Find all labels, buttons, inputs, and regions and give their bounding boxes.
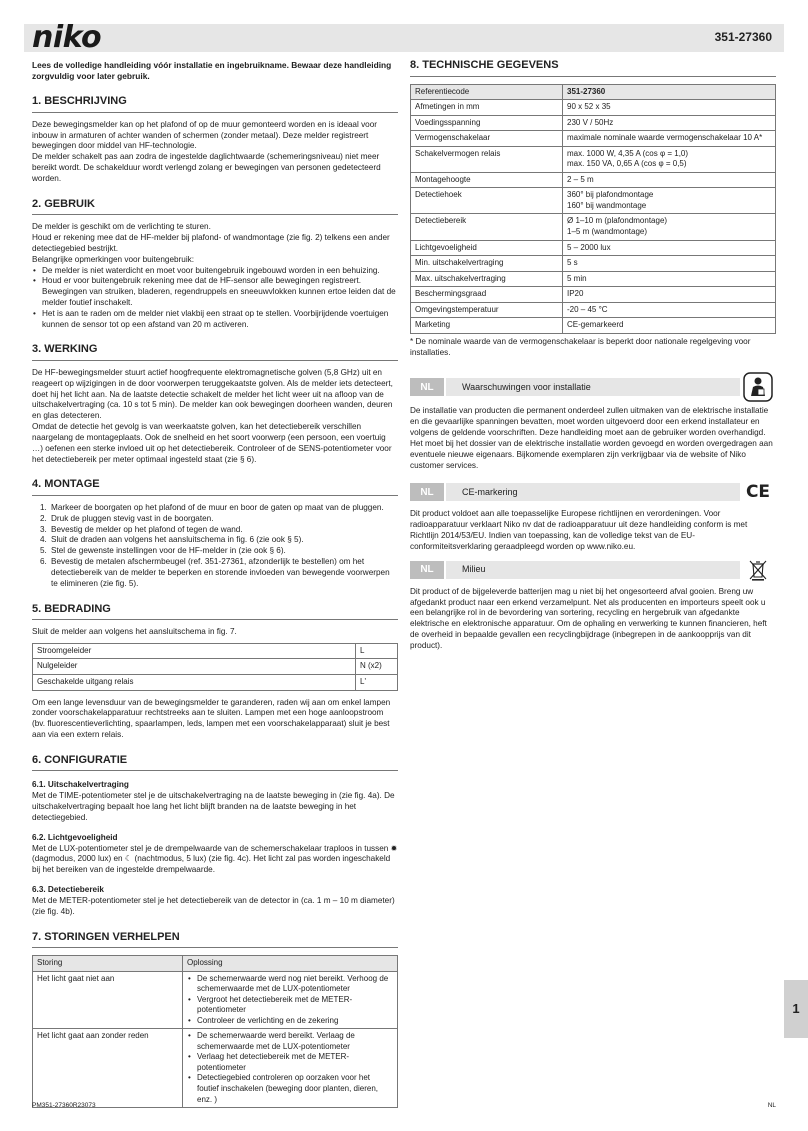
- subsection-6-3-title: 6.3. Detectiebereik: [32, 885, 104, 895]
- ce-header: [410, 481, 776, 503]
- section-2-p1: De melder is geschikt om de verlichting te sturen.: [32, 222, 211, 232]
- section-3-p1: De HF-bewegingsmelder stuurt actief hoogfrequente elektromagnetische golven (5,8 GHz) uit en reageert op wijzigingen in de door voorwerpen teruggekaatste golven. Als de melder iets detecteert, doet hij het licht aan. Na de laatste detectie schakelt de melder het licht weer uit na afloop van de uitschakelvertraging (ca. 10 s tot 5 min). De melder kan ook bewegingen doorheen wanden, deuren en glas detecteren.: [32, 367, 393, 421]
- troubleshooting-table: [32, 955, 398, 1108]
- environment-header: [410, 559, 776, 581]
- section-5-p1: Sluit de melder aan volgens het aansluitschema in fig. 7.: [32, 627, 237, 637]
- table-row: Marketing CE-gemarkeerd: [411, 318, 776, 334]
- intro-text: Lees de volledige handleiding vóór installatie en ingebruikname. Bewaar deze handleiding zorgvuldig voor later gebruik.: [32, 60, 392, 82]
- subsection-6-2-title: 6.2. Lichtgevoeligheid: [32, 832, 118, 842]
- table-row: Schakelvermogen relais max. 1000 W, 4,35 A (cos φ = 1,0) max. 150 VA, 0,65 A (cos φ = 0,5): [411, 146, 776, 172]
- section-1-title: 1. BESCHRIJVING: [32, 94, 398, 113]
- installer-icon: [740, 370, 776, 404]
- list-item: 3. Bevestig de melder op het plafond of tegen de wand.: [40, 524, 243, 534]
- section-8-title: 8. TECHNISCHE GEGEVENS: [410, 58, 776, 77]
- section-2-title: 2. GEBRUIK: [32, 197, 398, 216]
- table-row: Referentiecode 351-27360: [411, 84, 776, 100]
- language-tag: NL: [410, 483, 444, 501]
- table-row: Afmetingen in mm 90 x 52 x 35: [411, 100, 776, 116]
- table-row: Lichtgevoeligheid 5 – 2000 lux: [411, 240, 776, 256]
- table-row: Geschakelde uitgang relais L': [33, 675, 398, 691]
- section-2-p3: Belangrijke opmerkingen voor buitengebruik:: [32, 254, 195, 264]
- right-column: [410, 48, 776, 652]
- environment-title: Milieu: [446, 561, 740, 579]
- table-row: Nulgeleider N (x2): [33, 659, 398, 675]
- technical-note: * De nominale waarde van de vermogenschakelaar is beperkt door nationale regelgeving voor installaties.: [410, 336, 751, 357]
- list-item: • Het is aan te raden om de melder niet vlakbij een straat op te stellen. Voorbijrijdende voertuigen kunnen de sensor tot op een afstand van 20 m activeren.: [32, 309, 398, 331]
- section-3-title: 3. WERKING: [32, 342, 398, 361]
- list-item: 5. Stel de gewenste instellingen voor de HF-melder in (zie ook § 6).: [40, 546, 286, 556]
- table-row: Montagehoogte 2 – 5 m: [411, 172, 776, 188]
- table-row: Vermogenschakelaar maximale nominale waarde vermogenschakelaar 10 A*: [411, 131, 776, 147]
- language-tag: NL: [410, 561, 444, 579]
- section-5-p2: Om een lange levensduur van de bewegingsmelder te garanderen, raden wij aan om enkel lampen zonder voorschakelapparatuur rechtstreeks aan te sluiten. Lampen met een hoge aanloopstroom (bv. fluorescentieverlichting, spaarlampen, leds, lampen met een voorschakelapparaat) sluit je best aan via een extern relais.: [32, 697, 391, 740]
- section-4-title: 4. MONTAGE: [32, 477, 398, 496]
- list-item: 4. Sluit de draden aan volgens het aansluitschema in fig. 6 (zie ook § 5).: [40, 535, 304, 545]
- subsection-6-3-text: Met de METER-potentiometer stel je het detectiebereik van de detector in (ca. 1 m – 10 m diameter) (zie fig. 4b).: [32, 895, 395, 916]
- subsection-6-2-text: Met de LUX-potentiometer stel je de drempelwaarde van de schemerschakelaar traploos in tussen ✹ (dagmodus, 2000 lux) en ☾ (nachtmodus, 5 lux) (zie fig. 4c). Het licht zal pas worden ingeschakeld bij het bereiken van de ingestelde drempelwaarde.: [32, 843, 398, 875]
- footer-code: PM351-27360R23073: [32, 1102, 96, 1109]
- section-5-title: 5. BEDRADING: [32, 602, 398, 621]
- ce-title: CE-markering: [446, 483, 740, 501]
- section-1-p1: Deze bewegingsmelder kan op het plafond of op de muur gemonteerd worden en is ideaal voor inbouw in armaturen of achter wanden of schermen (zonder metaal). Deze melder registreert bewegingen door middel van HF-technologie.: [32, 119, 378, 151]
- table-row: Min. uitschakelvertraging 5 s: [411, 256, 776, 272]
- section-2-p2: Houd er rekening mee dat de HF-melder bij plafond- of wandmontage (zie fig. 2) telkens een ander detectiegebied bestrijkt.: [32, 233, 390, 253]
- table-row: Beschermingsgraad IP20: [411, 287, 776, 303]
- subsection-6-1-title: 6.1. Uitschakelvertraging: [32, 780, 129, 790]
- list-item: 2. Druk de pluggen stevig vast in de boorgaten.: [40, 513, 214, 523]
- wiring-table: [32, 643, 398, 691]
- table-row: Max. uitschakelvertraging 5 min: [411, 271, 776, 287]
- language-tag: NL: [410, 378, 444, 396]
- document-number: 351-27360: [714, 30, 772, 44]
- list-item: • De melder is niet waterdicht en moet voor buitengebruik ingebouwd worden in een behuizing.: [32, 266, 398, 277]
- crossed-bin-icon: [740, 559, 776, 581]
- table-row: Detectiebereik Ø 1–10 m (plafondmontage) 1–5 m (wandmontage): [411, 214, 776, 240]
- left-column: [32, 60, 398, 1108]
- table-row: Het licht gaat niet aan • De schemerwaarde werd nog niet bereikt. Verhoog de schemerwaarde met de LUX-potentiometer • Vergroot het detectiebereik met de METER-potentiometer • Controleer de verlichting en de zekering: [33, 971, 398, 1029]
- environment-text: Dit product of de bijgeleverde batterijen mag u niet bij het ongesorteerd afval gooien. Breng uw afgedankt product naar een erkend verzamelpunt. Net als producenten en importeurs speelt ook u een belangrijke rol in de bevordering van sortering, recycling en hergebruik van afgedankte elektrische en elektronische apparatuur. Om de ophaling en verwerking te kunnen financieren, heft de overheid in bepaalde gevallen een recyclingbijdrage (inbegrepen in de aankoopprijs van dit product).: [410, 586, 767, 650]
- table-header-row: Storing Oplossing: [33, 956, 398, 972]
- footer-language: NL: [767, 1102, 776, 1109]
- section-7-title: 7. STORINGEN VERHELPEN: [32, 930, 398, 949]
- section-6-title: 6. CONFIGURATIE: [32, 753, 398, 772]
- list-item: 1. Markeer de boorgaten op het plafond of de muur en boor de gaten op maat van de pluggen.: [40, 502, 384, 512]
- section-1-p2: De melder schakelt pas aan zodra de ingestelde daglichtwaarde (schemeringsniveau) niet meer bereikt wordt. De schakelduur wordt verlengd zolang er bewegingen van personen gedetecteerd worden.: [32, 152, 381, 183]
- outdoor-notes-list: [32, 266, 398, 331]
- warning-title: Waarschuwingen voor installatie: [446, 378, 740, 396]
- ce-mark-icon: CE: [745, 482, 771, 503]
- table-row: Voedingsspanning 230 V / 50Hz: [411, 115, 776, 131]
- ce-text: Dit product voldoet aan alle toepasselijke Europese richtlijnen en verordeningen. Voor radioapparatuur verklaart Niko nv dat de radioapparatuur uit deze handleiding conform is met Richtlijn 2014/53/EU. Indien van toepassing, kan de volledige tekst van de EU-conformiteitsverklaring geraadpleegd worden op www.niko.eu.: [410, 509, 748, 551]
- table-row: Stroomgeleider L: [33, 643, 398, 659]
- subsection-6-1-text: Met de TIME-potentiometer stel je de uitschakelvertraging na de laatste beweging in (zie fig. 4a). De uitschakelvertraging bepaalt hoe lang het licht blijft branden na de laatste beweging in het detectiegebied.: [32, 791, 395, 822]
- warning-text: De installatie van producten die permanent onderdeel zullen uitmaken van de elektrische installatie en die gevaarlijke spanningen bevatten, moet worden uitgevoerd door een erkend installateur en volgens de geldende voorschriften. Deze handleiding moet aan de gebruiker worden overhandigd. Het moet bij het dossier van de elektrische installatie worden gevoegd en worden overgedragen aan eventuele nieuwe eigenaars. Bijkomende exemplaren zijn verkrijgbaar via de website of Niko customer services.: [410, 406, 773, 470]
- page-number: 1: [784, 980, 808, 1038]
- section-3-p2: Omdat de detectie het gevolg is van weerkaatste golven, kan het detectiebereik verschillen naargelang de montageplaats. Ook de snelheid en het soort voorwerp (een persoon, een voertuig …) oefenen een sterke invloed uit op het detectiebereik. Controleer of de SENS-potentiometer voor het detectiebereik per meter optimaal ingesteld staat (zie § 6).: [32, 422, 392, 464]
- table-row: Het licht gaat aan zonder reden • De schemerwaarde werd bereikt. Verlaag de schemerwaarde met de LUX-potentiometer • Verlaag het detectiebereik met de METER-potentiometer • Detectiegebied controleren op oorzaken voor het foutief inschakelen (beweging door planten, dieren, enz. ): [33, 1029, 398, 1108]
- technical-data-table: [410, 84, 776, 334]
- list-item: • Houd er voor buitengebruik rekening mee dat de HF-sensor alle bewegingen registreert. Bewegingen van struiken, bladeren, regendruppels en sneeuwvlokken kunnen ertoe leiden dat de melder foutief inschakelt.: [32, 276, 398, 308]
- niko-logo: niko: [32, 20, 102, 55]
- table-row: Omgevingstemperatuur -20 – 45 °C: [411, 302, 776, 318]
- table-row: Detectiehoek 360° bij plafondmontage 160° bij wandmontage: [411, 188, 776, 214]
- mounting-steps: [32, 503, 398, 590]
- list-item: 6. Bevestig de metalen afschermbeugel (ref. 351-27361, afzonderlijk te bestellen) om het detectiebereik van de melder te beperken en storende invloeden van bewegende voorwerpen te elimineren (zie fig. 5).: [40, 557, 390, 588]
- warning-header: [410, 376, 776, 398]
